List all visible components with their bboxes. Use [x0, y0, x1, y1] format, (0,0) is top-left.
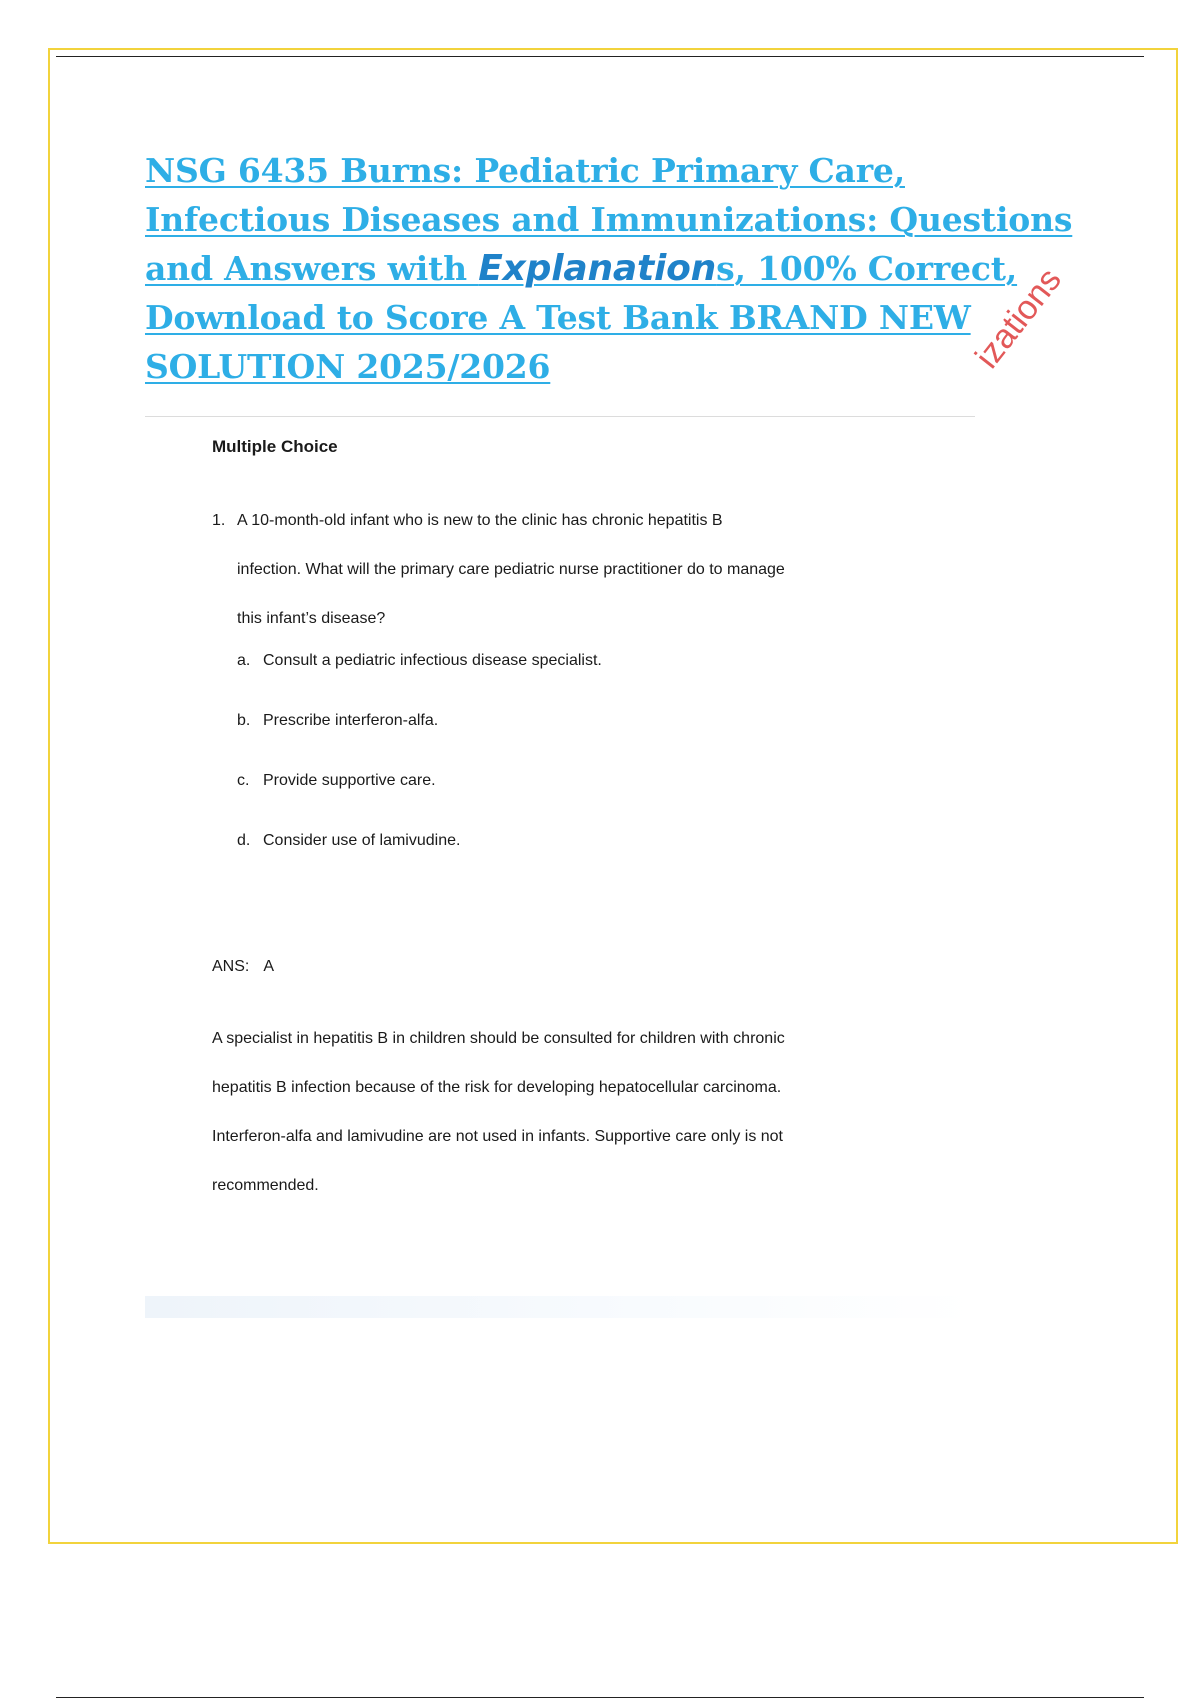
- title-text-emphasis: Explanation: [478, 248, 717, 289]
- question-line: this infant’s disease?: [237, 610, 386, 627]
- rationale-line: recommended.: [212, 1177, 319, 1194]
- rationale-line: hepatitis B infection because of the risk for developing hepatocellular carcinoma.: [212, 1079, 782, 1096]
- question-line: [212, 496, 912, 545]
- option-text: Prescribe interferon-alfa.: [263, 712, 439, 729]
- top-rule: [56, 56, 1144, 57]
- watermark-text: izations: [968, 261, 1069, 376]
- bottom-rule: [56, 1697, 1144, 1698]
- faint-footer-band: [145, 1296, 975, 1318]
- option-d: [237, 832, 602, 892]
- answer-label: ANS:: [212, 958, 250, 975]
- rationale-line: A specialist in hepatitis B in children should be consulted for children with chronic: [212, 1030, 785, 1047]
- option-text: Consider use of lamivudine.: [263, 832, 461, 849]
- option-letter: a.: [237, 652, 251, 669]
- option-text: Consult a pediatric infectious disease specialist.: [263, 652, 602, 669]
- question-line-text: A 10-month-old infant who is new to the clinic has chronic hepatitis B: [237, 512, 723, 529]
- answer-key: [212, 958, 274, 976]
- title-divider: [145, 416, 975, 417]
- option-letter: b.: [237, 712, 251, 729]
- option-c: [237, 772, 602, 832]
- question-stem: [212, 496, 912, 643]
- section-heading: Multiple Choice: [212, 437, 338, 456]
- option-letter: d.: [237, 832, 251, 849]
- document-title-link[interactable]: [145, 146, 1095, 391]
- answer-value: A: [263, 958, 275, 975]
- question-number: 1.: [212, 512, 226, 529]
- title-text-part1: NSG 6435 Burns: Pediatric Primary Care, Infectious Diseases and Immunizations: Questions and Answers with: [145, 151, 1073, 288]
- question-line: infection. What will the primary care pediatric nurse practitioner do to manage: [237, 561, 785, 578]
- title-text-part2: s, 100% Correct, Download to Score A Test Bank BRAND NEW SOLUTION 2025/2026: [145, 249, 1018, 386]
- option-a: [237, 652, 602, 712]
- rationale: [212, 1014, 912, 1210]
- option-text: Provide supportive care.: [263, 772, 436, 789]
- option-letter: c.: [237, 772, 250, 789]
- answer-options: [237, 652, 602, 892]
- rationale-line: Interferon-alfa and lamivudine are not used in infants. Supportive care only is not: [212, 1128, 783, 1145]
- option-b: [237, 712, 602, 772]
